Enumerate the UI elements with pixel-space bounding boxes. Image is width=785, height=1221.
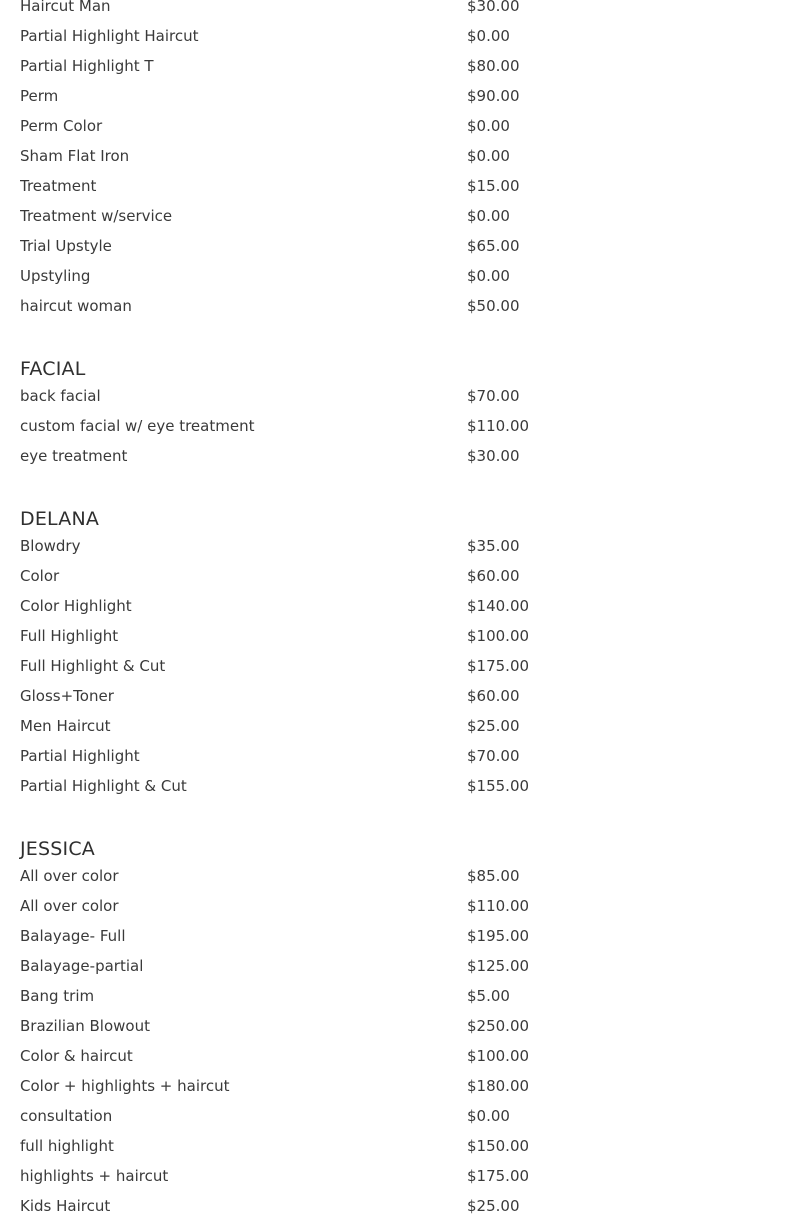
- service-row: [20, 1131, 765, 1161]
- service-row: [20, 171, 765, 201]
- service-name: Upstyling: [20, 267, 91, 285]
- service-name: Perm: [20, 87, 59, 105]
- service-row: [20, 741, 765, 771]
- service-price: $80.00: [467, 57, 520, 75]
- service-price: $100.00: [467, 627, 530, 645]
- service-price: $195.00: [467, 927, 530, 945]
- service-name: full highlight: [20, 1137, 114, 1155]
- service-name: Men Haircut: [20, 717, 111, 735]
- service-row: [20, 951, 765, 981]
- service-price: $90.00: [467, 87, 520, 105]
- service-row: [20, 441, 765, 471]
- service-name: Balayage- Full: [20, 927, 126, 945]
- service-row: [20, 561, 765, 591]
- service-row: [20, 81, 765, 111]
- section-title: DELANA: [20, 508, 100, 530]
- service-price: $180.00: [467, 1077, 530, 1095]
- service-name: Partial Highlight Haircut: [20, 27, 199, 45]
- service-row: [20, 681, 765, 711]
- price-list: [20, 0, 765, 1221]
- section-title: FACIAL: [20, 358, 86, 380]
- price-section: [20, 837, 765, 1221]
- service-price: $175.00: [467, 657, 530, 675]
- service-name: Brazilian Blowout: [20, 1017, 150, 1035]
- service-row: [20, 1011, 765, 1041]
- service-name: Full Highlight & Cut: [20, 657, 166, 675]
- service-name: Balayage-partial: [20, 957, 144, 975]
- service-name: Blowdry: [20, 537, 81, 555]
- service-name: Perm Color: [20, 117, 103, 135]
- service-name: All over color: [20, 897, 119, 915]
- service-price: $25.00: [467, 1197, 520, 1215]
- service-name: Partial Highlight: [20, 747, 140, 765]
- service-row: [20, 231, 765, 261]
- service-row: [20, 51, 765, 81]
- service-row: [20, 291, 765, 321]
- service-price: $0.00: [467, 117, 510, 135]
- service-name: back facial: [20, 387, 101, 405]
- service-name: Color: [20, 567, 60, 585]
- price-section: [20, 357, 765, 471]
- service-price: $140.00: [467, 597, 530, 615]
- service-name: Treatment: [20, 177, 97, 195]
- service-name: Trial Upstyle: [20, 237, 112, 255]
- service-name: Sham Flat Iron: [20, 147, 130, 165]
- service-name: custom facial w/ eye treatment: [20, 417, 255, 435]
- service-row: [20, 411, 765, 441]
- service-price: $110.00: [467, 417, 530, 435]
- service-row: [20, 621, 765, 651]
- service-price: $100.00: [467, 1047, 530, 1065]
- service-price: $70.00: [467, 747, 520, 765]
- service-name: Partial Highlight T: [20, 57, 154, 75]
- service-price: $0.00: [467, 1107, 510, 1125]
- service-price: $15.00: [467, 177, 520, 195]
- service-row: [20, 1071, 765, 1101]
- service-price: $0.00: [467, 267, 510, 285]
- service-row: [20, 1041, 765, 1071]
- service-price: $30.00: [467, 447, 520, 465]
- service-name: Bang trim: [20, 987, 95, 1005]
- service-price: $175.00: [467, 1167, 530, 1185]
- service-row: [20, 531, 765, 561]
- service-name: Color + highlights + haircut: [20, 1077, 230, 1095]
- service-name: eye treatment: [20, 447, 128, 465]
- service-row: [20, 591, 765, 621]
- service-row: [20, 0, 765, 21]
- service-name: All over color: [20, 867, 119, 885]
- service-price: $150.00: [467, 1137, 530, 1155]
- service-price: $5.00: [467, 987, 510, 1005]
- service-name: Color & haircut: [20, 1047, 133, 1065]
- service-row: [20, 711, 765, 741]
- service-row: [20, 141, 765, 171]
- service-row: [20, 1191, 765, 1221]
- service-row: [20, 891, 765, 921]
- service-price: $155.00: [467, 777, 530, 795]
- service-price: $60.00: [467, 687, 520, 705]
- service-price: $25.00: [467, 717, 520, 735]
- service-row: [20, 981, 765, 1011]
- service-price: $0.00: [467, 147, 510, 165]
- service-price: $65.00: [467, 237, 520, 255]
- service-price: $85.00: [467, 867, 520, 885]
- service-name: Treatment w/service: [20, 207, 173, 225]
- service-row: [20, 651, 765, 681]
- service-row: [20, 1161, 765, 1191]
- service-price: $250.00: [467, 1017, 530, 1035]
- service-name: Gloss+Toner: [20, 687, 114, 705]
- service-row: [20, 381, 765, 411]
- service-name: highlights + haircut: [20, 1167, 169, 1185]
- service-price: $110.00: [467, 897, 530, 915]
- service-row: [20, 771, 765, 801]
- service-name: Kids Haircut: [20, 1197, 111, 1215]
- service-row: [20, 21, 765, 51]
- service-price: $125.00: [467, 957, 530, 975]
- service-row: [20, 921, 765, 951]
- service-row: [20, 861, 765, 891]
- service-name: haircut woman: [20, 297, 132, 315]
- service-row: [20, 201, 765, 231]
- price-section: [20, 507, 765, 801]
- service-price: $30.00: [467, 0, 520, 15]
- service-name: Haircut Man: [20, 0, 111, 15]
- service-name: Color Highlight: [20, 597, 132, 615]
- service-row: [20, 111, 765, 141]
- service-price: $60.00: [467, 567, 520, 585]
- service-price: $0.00: [467, 207, 510, 225]
- service-price: $35.00: [467, 537, 520, 555]
- service-row: [20, 1101, 765, 1131]
- service-price: $50.00: [467, 297, 520, 315]
- price-section: [20, 0, 765, 321]
- section-title: JESSICA: [20, 838, 95, 860]
- service-name: Partial Highlight & Cut: [20, 777, 187, 795]
- service-name: Full Highlight: [20, 627, 119, 645]
- service-name: consultation: [20, 1107, 113, 1125]
- service-row: [20, 261, 765, 291]
- service-price: $0.00: [467, 27, 510, 45]
- service-price: $70.00: [467, 387, 520, 405]
